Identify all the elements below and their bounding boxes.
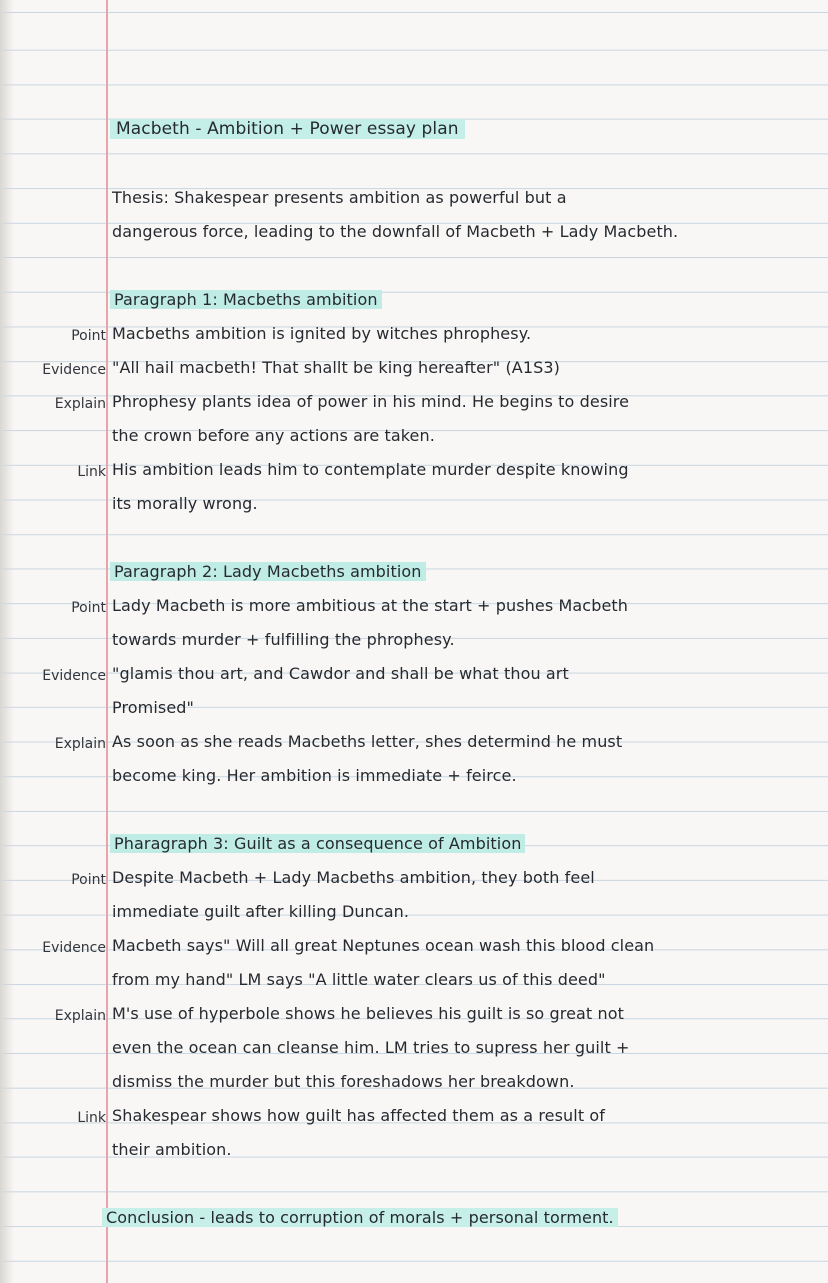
row-label: Explain — [54, 1008, 106, 1024]
row-text: Shakespear shows how guilt has affected them as a result of — [112, 1106, 606, 1125]
paragraph-1-heading-line — [0, 280, 828, 314]
row-label: Evidence — [42, 362, 106, 378]
paragraph-1-row — [0, 348, 828, 382]
row-text: from my hand" LM says "A little water clears us of this deed" — [112, 970, 606, 989]
row-text: Despite Macbeth + Lady Macbeths ambition, they both feel — [112, 868, 595, 887]
row-text: Macbeths ambition is ignited by witches phrophesy. — [112, 324, 532, 343]
paragraph-1-heading: Paragraph 1: Macbeths ambition — [110, 290, 382, 309]
conclusion-text: Conclusion - leads to corruption of morals + personal torment. — [102, 1208, 618, 1227]
paragraph-3-row — [0, 858, 828, 892]
paragraph-2-heading-line — [0, 552, 828, 586]
row-label: Link — [77, 1110, 106, 1126]
paragraph-2-row — [0, 586, 828, 620]
paragraph-2-row — [0, 620, 828, 654]
paragraph-3-row — [0, 1130, 828, 1164]
row-label: Explain — [54, 396, 106, 412]
row-text: dismiss the murder but this foreshadows her breakdown. — [112, 1072, 575, 1091]
paragraph-3-row — [0, 892, 828, 926]
row-text: M's use of hyperbole shows he believes his guilt is so great not — [112, 1004, 624, 1023]
paragraph-2-row — [0, 722, 828, 756]
row-label: Evidence — [42, 940, 106, 956]
row-label: Point — [71, 872, 106, 888]
row-text: His ambition leads him to contemplate murder despite knowing — [112, 460, 629, 479]
title-line — [0, 110, 828, 144]
thesis-text-1: Thesis: Shakespear presents ambition as powerful but a — [112, 188, 567, 207]
thesis-line-2 — [0, 212, 828, 246]
row-text: Promised" — [112, 698, 195, 717]
paragraph-2-row — [0, 688, 828, 722]
paragraph-2-row — [0, 654, 828, 688]
row-label: Point — [71, 600, 106, 616]
row-label: Point — [71, 328, 106, 344]
conclusion-line — [0, 1198, 828, 1232]
paragraph-3-heading: Pharagraph 3: Guilt as a consequence of Ambition — [110, 834, 525, 853]
row-label: Evidence — [42, 668, 106, 684]
essay-title: Macbeth - Ambition + Power essay plan — [110, 119, 465, 139]
row-label: Explain — [54, 736, 106, 752]
row-text: their ambition. — [112, 1140, 232, 1159]
row-text: Macbeth says" Will all great Neptunes ocean wash this blood clean — [112, 936, 655, 955]
thesis-line-1 — [0, 178, 828, 212]
row-text: "glamis thou art, and Cawdor and shall be what thou art — [112, 664, 569, 683]
paragraph-1-row — [0, 484, 828, 518]
row-text: towards murder + fulfilling the phrophesy. — [112, 630, 455, 649]
row-label: Link — [77, 464, 106, 480]
row-text: As soon as she reads Macbeths letter, shes determind he must — [112, 732, 623, 751]
paragraph-3-row — [0, 1096, 828, 1130]
paragraph-1-row — [0, 382, 828, 416]
paragraph-3-row — [0, 994, 828, 1028]
row-text: become king. Her ambition is immediate + feirce. — [112, 766, 517, 785]
paragraph-2-row — [0, 756, 828, 790]
row-text: Lady Macbeth is more ambitious at the start + pushes Macbeth — [112, 596, 629, 615]
paragraph-2-heading: Paragraph 2: Lady Macbeths ambition — [110, 562, 426, 581]
row-text: the crown before any actions are taken. — [112, 426, 435, 445]
row-text: even the ocean can cleanse him. LM tries to supress her guilt + — [112, 1038, 630, 1057]
row-text: Phrophesy plants idea of power in his mind. He begins to desire — [112, 392, 630, 411]
paragraph-3-row — [0, 1062, 828, 1096]
paragraph-3-heading-line — [0, 824, 828, 858]
thesis-text-2: dangerous force, leading to the downfall of Macbeth + Lady Macbeth. — [112, 222, 679, 241]
row-text: "All hail macbeth! That shallt be king hereafter" (A1S3) — [112, 358, 560, 377]
row-text: immediate guilt after killing Duncan. — [112, 902, 410, 921]
paragraph-1-row — [0, 314, 828, 348]
paragraph-3-row — [0, 926, 828, 960]
row-text: its morally wrong. — [112, 494, 258, 513]
paragraph-3-row — [0, 1028, 828, 1062]
paragraph-1-row — [0, 450, 828, 484]
paragraph-3-row — [0, 960, 828, 994]
paragraph-1-row — [0, 416, 828, 450]
